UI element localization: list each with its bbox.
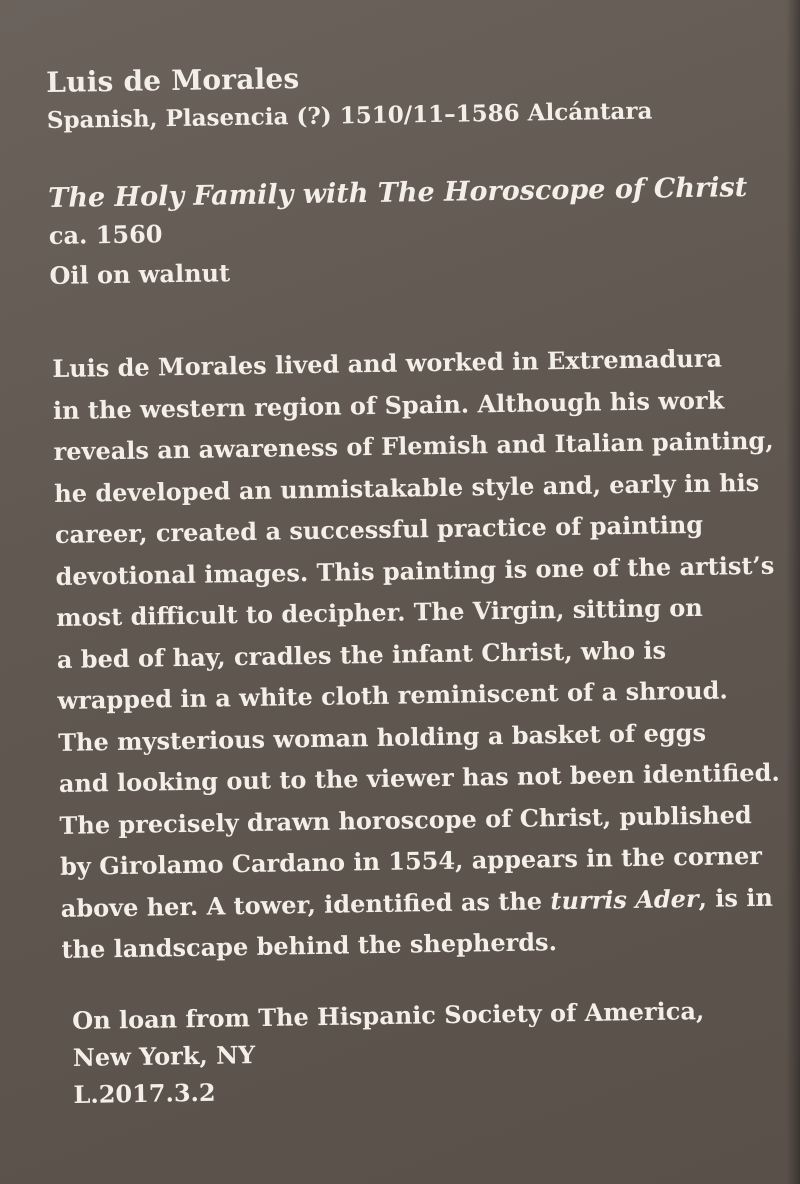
description-line: the landscape behind the shepherds. [61,927,558,964]
description-line: and looking out to the viewer has not been identified. [58,757,780,798]
description-line: The mysterious woman holding a basket of eggs [57,717,707,757]
credit-location: New York, NY [72,1040,256,1072]
description-line: wrapped in a white cloth reminiscent of a shroud. [57,675,728,715]
italic-phrase: turris Ader [550,883,699,915]
description-line: career, created a successful practice of painting [54,509,704,549]
artwork-medium: Oil on walnut [49,258,231,290]
description-line: by Girolamo Cardano in 1554, appears in the corner [59,840,763,881]
label-edge-shadow [786,0,800,1184]
description-line: The precisely drawn horoscope of Christ, published [59,799,752,840]
credit-line: On loan from The Hispanic Society of America, [72,996,705,1035]
description-line: Luis de Morales lived and worked in Extremadura [52,343,723,383]
description-text: , is in [698,882,773,913]
artwork-title: The Holy Family with The Horoscope of Christ [48,172,748,214]
artist-block [46,56,653,136]
description-line: reveals an awareness of Flemish and Italian painting, [53,425,774,466]
description-line: he developed an unmistakable style and, early in his [54,467,760,508]
description-text: above her. A tower, identified as the [60,885,551,923]
artwork-date: ca. 1560 [48,219,163,250]
accession-number: L.2017.3.2 [73,1077,216,1109]
artist-name: Luis de Morales [46,62,300,99]
description-block [52,337,780,970]
description-line: in the western region of Spain. Although his work [52,384,725,425]
artwork-block [48,171,749,296]
artist-nationality-dates: Spanish, Plasencia (?) 1510/11–1586 Alcántara [46,97,653,134]
description-line: most difficult to decipher. The Virgin, sitting on [56,592,703,632]
description-line: devotional images. This painting is one of the artist’s [55,550,775,591]
credit-block [72,992,706,1113]
description-line: a bed of hay, cradles the infant Christ, who is [56,634,667,674]
